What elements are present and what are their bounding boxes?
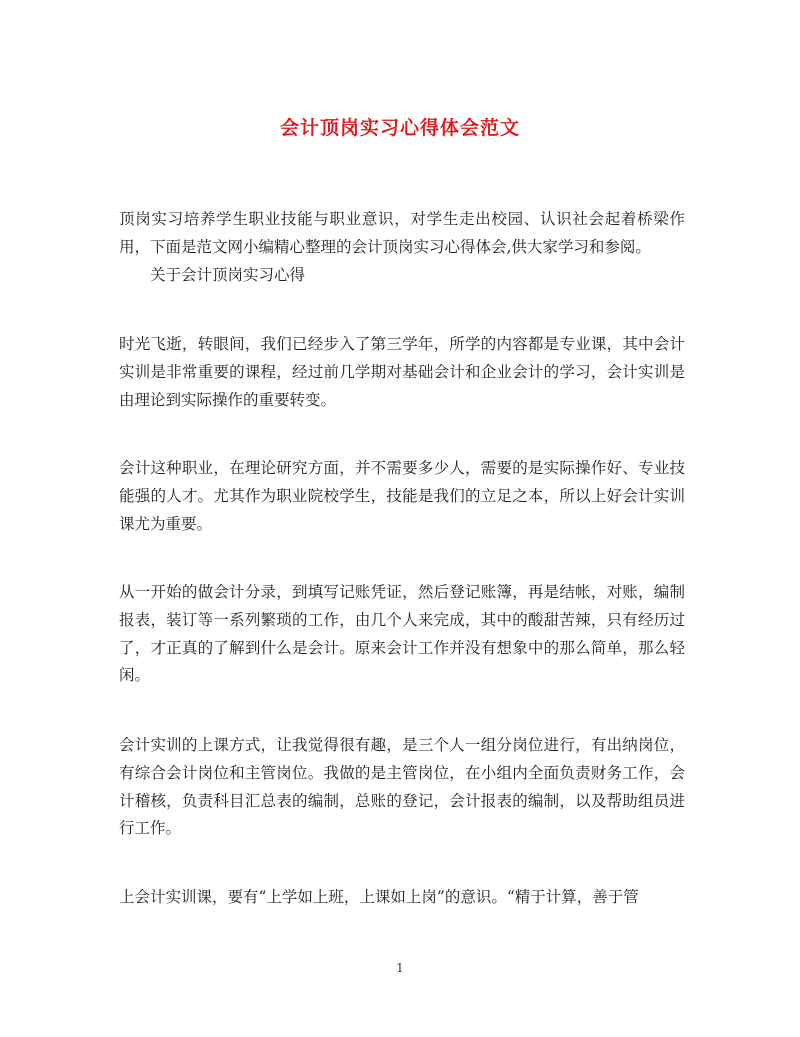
document-title: 会计顶岗实习心得体会范文 (279, 117, 520, 139)
paragraph-5 (119, 884, 685, 912)
body-paragraph: 从一开始的做会计分录，到填写记账凭证，然后登记账簿，再是结帐，对账，编制报表，装订等一系列繁琐的工作，由几个人来完成，其中的酸甜苦辣，只有经历过了，才正真的了解到什么是会计。原来会计工作并没有想象中的那么简单，那么轻闲。 (119, 583, 685, 685)
intro-block (119, 206, 685, 289)
paragraph-2 (119, 455, 685, 538)
intro-paragraph: 顶岗实习培养学生职业技能与职业意识，对学生走出校园、认识社会起着桥梁作用，下面是范文网小编精心整理的会计顶岗实习心得体会,供大家学习和参阅。 (119, 210, 685, 256)
body-paragraph: 会计实训的上课方式，让我觉得很有趣，是三个人一组分岗位进行，有出纳岗位，有综合会计岗位和主管岗位。我做的是主管岗位，在小组内全面负责财务工作，会计稽核，负责科目汇总表的编制，总账的登记，会计报表的编制，以及帮助组员进行工作。 (119, 736, 685, 838)
body-paragraph: 上会计实训课，要有“上学如上班，上课如上岗”的意识。“精于计算，善于管 (119, 888, 639, 906)
body-paragraph: 时光飞逝，转眼间，我们已经步入了第三学年，所学的内容都是专业课，其中会计实训是非常重要的课程，经过前几学期对基础会计和企业会计的学习，会计实训是由理论到实际操作的重要转变。 (119, 335, 685, 409)
section-subheading: 关于会计顶岗实习心得 (150, 265, 306, 284)
paragraph-4 (119, 732, 685, 843)
paragraph-3 (119, 579, 685, 690)
page-number: 1 (396, 961, 404, 975)
body-paragraph: 会计这种职业，在理论研究方面，并不需要多少人，需要的是实际操作好、专业技能强的人才。尤其作为职业院校学生，技能是我们的立足之本，所以上好会计实训课尤为重要。 (119, 459, 685, 533)
paragraph-1 (119, 331, 685, 414)
